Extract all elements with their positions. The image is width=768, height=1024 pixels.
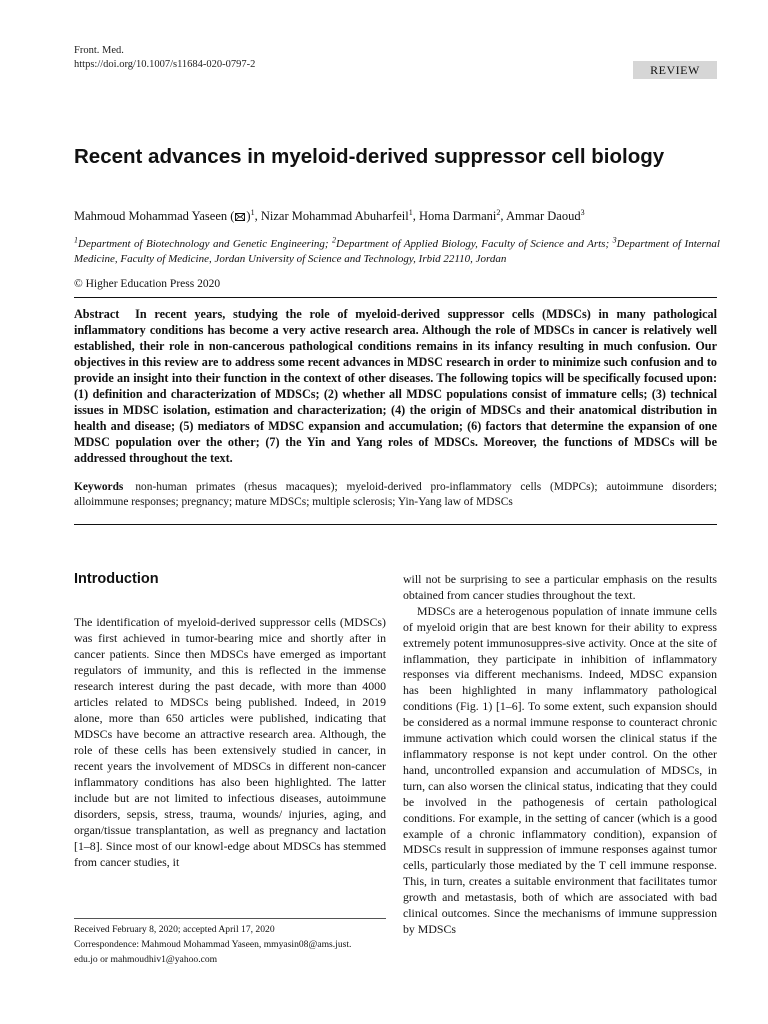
body-paragraph: MDSCs are a heterogenous population of innate immune cells of myeloid origin that are best known for their ability to express extremely potent immunosuppres-sive activity. Once at the site of inflammation, they participate in inhibition of inflammatory responses via different mechanisms. Indeed, MDSC expansion has been highlighted in many inflammatory pathological conditions (Fig. 1) [1–6]. To some extent, such expansion should be considered as a normal immune response to counteract chronic immune activation which could worsen the clinical status if the inflammatory response is not kept under control. On the other hand, uncontrolled expansion and accumulation of MDSCs, in turn, can also worsen the clinical status, indicating that they could be involved in the pathogenesis of certain pathological conditions. For example, in the setting of cancer (which is a good example of a chronic inflammatory condition), expansion of MDSCs result in suppression of immune responses against tumor cells, particularly those mediated by the T cell immune response. This, in turn, creates a suitable environment that facilitates tumor growth and metastasis, both of which are associated with bad clinical outcomes. Since the mechanisms of immune suppression by MDSCs [403,603,717,936]
affiliation-text: Department of Internal Medicine, Faculty of Medicine, Jordan University of Science and Technology, Irbid 22110, Jordan [74,238,720,265]
author-list: Mahmoud Mohammad Yaseen ( )$^1$, Nizar Mohammad Abuharfeil$^1$, Homa Darmani$^2$, Ammar Daoud$^3$ [74,207,585,223]
envelope-icon[interactable] [235,213,245,221]
copyright-notice: © Higher Education Press 2020 [74,278,221,290]
doi-link[interactable]: https://doi.org/10.1007/s11684-020-0797-2 [74,59,256,70]
author-affiliation-number: 2 [496,207,501,217]
keywords-text: non-human primates (rhesus macaques); myeloid-derived pro-inflammatory cells (MDPCs); autoimmune disorders; alloimmune responses; pregnancy; mature MDSCs; multiple sclerosis; Yin-Yang law of MDSCs [74,481,717,508]
divider [74,524,717,525]
body-paragraph: will not be surprising to see a particular emphasis on the results obtained from cancer studies throughout the text. [403,572,717,602]
divider [74,297,717,298]
correspondence-line[interactable]: Correspondence: Mahmoud Mohammad Yaseen, mmyasin08@ams.just. [74,939,352,950]
correspondence-line[interactable]: edu.jo or mahmoudhiv1@yahoo.com [74,954,218,965]
received-date: Received February 8, 2020; accepted April 17, 2020 [74,924,275,935]
abstract-text: In recent years, studying the role of myeloid-derived suppressor cells (MDSCs) in many pathological inflammatory conditions has become a very active research area. Although the role of MDSCs in cancer is relatively well established, their role in non-cancerous pathological conditions remains in its infancy resulting in much confusion. Our objectives in this review are to address some recent advances in MDSC research in order to minimize such confusion and to provide an insight into their function in the context of other diseases. The following topics will be specifically focused upon: (1) definition and characterization of MDSCs; (2) whether all MDSC populations consist of immature cells; (3) technical issues in MDSC isolation, estimation and characterization; (4) the origin of MDSCs and their anatomical distribution in health and disease; (5) mediators of MDSC expansion and accumulation; (6) factors that determine the expansion of one MDSC population over the other; (7) the Yin and Yang roles of MDSCs. Moreover, the functions of MDSCs will be addressed throughout the text. [74,307,718,465]
right-column [403,572,717,938]
affiliation-text: Department of Biotechnology and Genetic Engineering; [78,238,333,250]
keywords [74,480,717,510]
left-column [74,614,386,870]
author-affiliation-number: 3 [580,207,585,217]
author-name: Homa Darmani [418,209,497,223]
abstract [74,306,717,466]
affiliation-number: 1 [74,235,78,245]
keywords-label: Keywords [74,481,124,493]
author-affiliation-number: 1 [250,207,255,217]
footnote-divider [74,918,386,919]
article-title: Recent advances in myeloid-derived suppressor cell biology [74,145,665,168]
footnotes [74,922,390,967]
author-name: Nizar Mohammad Abuharfeil [260,209,409,223]
author-name: Mahmoud Mohammad Yaseen [74,209,228,223]
abstract-label: Abstract [74,307,120,321]
section-heading: Introduction [74,571,159,587]
author-name: Ammar Daoud [505,209,581,223]
body-paragraph: The identification of myeloid-derived suppressor cells (MDSCs) was first achieved in tumor-bearing mice and shortly after in cancer patients. Since then MDSCs have emerged as important regulators of immunity, and this is reflected in the immense research interest during the past decade, with more than 4000 articles related to MDSCs being published. Indeed, in 2019 alone, more than 650 articles were published, indicating that MDSCs have become an attractive research area. Although, the role of these cells has been extensively studied in cancer, in recent years the involvement of MDSCs in different non-cancer inflammatory conditions has also been highlighted. The latter include but are not limited to infectious diseases, autoimmune disorders, sepsis, stress, trauma, wounds/ injuries, aging, and organ/tissue transplantation, as well as pregnancy and lactation [1–8]. Since most of our knowl-edge about MDSCs has stemmed from cancer studies, it [74,615,386,869]
journal-info [74,44,255,72]
article-type-badge: REVIEW [633,61,717,79]
author-affiliation-number: 1 [408,207,413,217]
affiliations [74,237,720,266]
affiliation-number: 2 [332,235,337,245]
affiliation-text: Department of Applied Biology, Faculty of Science and Arts; [336,238,613,250]
journal-name: Front. Med. [74,45,124,56]
affiliation-number: 3 [612,235,617,245]
